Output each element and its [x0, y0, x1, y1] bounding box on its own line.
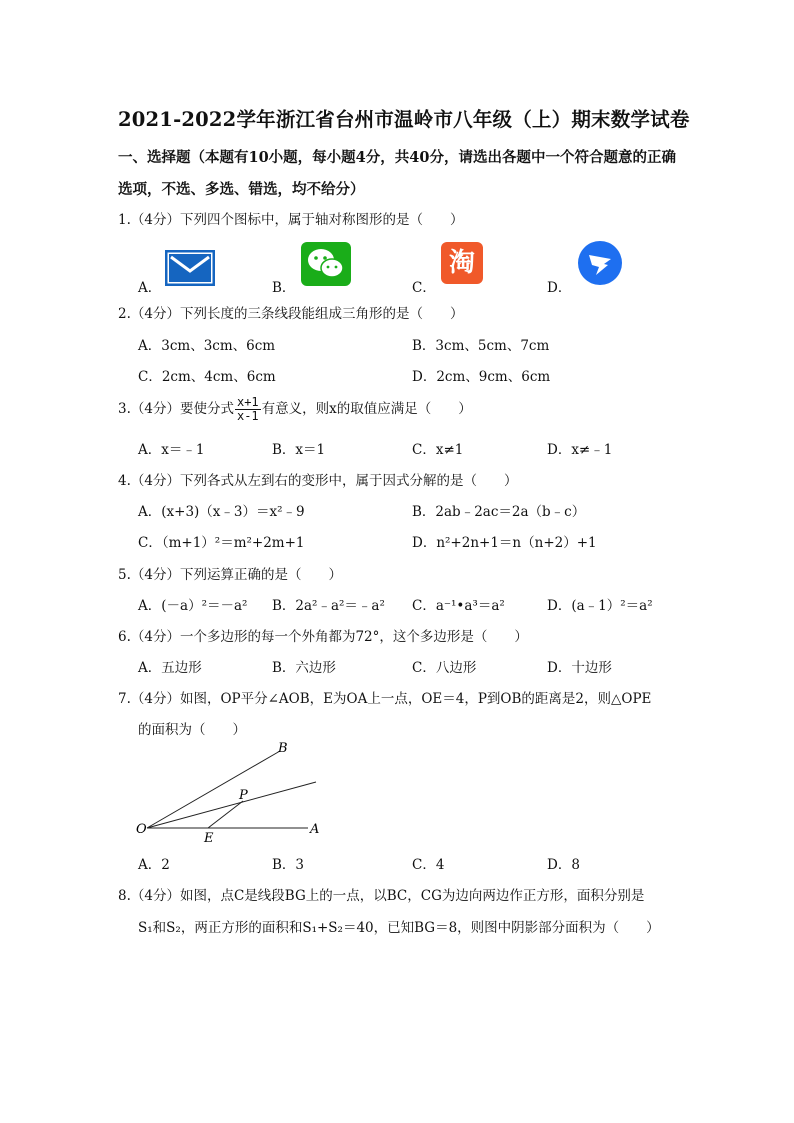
- segment-ep: [208, 801, 243, 828]
- q4-option-d: D．n²+2n+1＝n（n+2）+1: [412, 535, 597, 551]
- label-e: E: [204, 831, 214, 846]
- section-heading-line1: 一、选择题（本题有10小题，每小题4分，共40分，请选出各题中一个符合题意的正确: [118, 149, 676, 166]
- q3-fraction-numerator: x+1: [236, 395, 259, 409]
- q3-option-a: A．x＝﹣1: [138, 442, 205, 458]
- q3-text-post: 有意义，则x的取值应满足（ ）: [261, 401, 472, 417]
- label-b: B: [278, 741, 288, 756]
- q8-text-line2: S₁和S₂，两正方形的面积和S₁+S₂＝40，已知BG＝8，则图中阴影部分面积为（ ）: [138, 920, 660, 936]
- q1-option-a-label: A．: [138, 280, 162, 296]
- q6-option-d: D．十边形: [547, 660, 612, 676]
- q1-option-d-label: D．: [547, 280, 572, 296]
- dingtalk-icon: [577, 240, 623, 286]
- label-a: A: [310, 822, 320, 837]
- q2-option-b: B．3cm、5cm、7cm: [412, 338, 550, 354]
- ray-ob: [147, 751, 280, 828]
- q2-text: 2.（4分）下列长度的三条线段能组成三角形的是（ ）: [118, 306, 464, 322]
- q7-text-line2: 的面积为（ ）: [138, 722, 246, 738]
- q3-text: [118, 396, 472, 423]
- q6-text: 6.（4分）一个多边形的每一个外角都为72°，这个多边形是（ ）: [118, 629, 528, 645]
- q5-option-b: B．2a²﹣a²＝﹣a²: [272, 598, 385, 614]
- q1-option-b-label: B．: [272, 280, 296, 296]
- q3-option-d: D．x≠﹣1: [547, 442, 613, 458]
- mail-icon: [165, 250, 215, 286]
- q4-option-c: C．（m+1）²＝m²+2m+1: [138, 535, 305, 551]
- q4-text: 4.（4分）下列各式从左到右的变形中，属于因式分解的是（ ）: [118, 473, 518, 489]
- q3-fraction-denominator: x-1: [236, 409, 259, 423]
- q7-option-a: A．2: [138, 857, 170, 873]
- q6-option-a: A．五边形: [138, 660, 202, 676]
- q3-option-c: C．x≠1: [412, 442, 464, 458]
- q3-fraction: [235, 396, 261, 423]
- q7-option-c: C．4: [412, 857, 445, 873]
- q5-option-a: A．(－a）²＝－a²: [138, 598, 248, 614]
- q3-text-pre: 3.（4分）要使分式: [118, 401, 234, 417]
- q4-option-a: A．(x+3)（x﹣3）＝x²﹣9: [138, 504, 305, 520]
- wechat-icon: [301, 242, 351, 286]
- q1-text: 1.（4分）下列四个图标中，属于轴对称图形的是（ ）: [118, 212, 464, 228]
- q2-option-d: D．2cm、9cm、6cm: [412, 369, 551, 385]
- q7-option-b: B．3: [272, 857, 305, 873]
- q7-text-line1: 7.（4分）如图，OP平分∠AOB，E为OA上一点，OE＝4，P到OB的距离是2，则△OPE: [118, 691, 652, 707]
- taobao-icon: 淘: [441, 242, 483, 284]
- q5-text: 5.（4分）下列运算正确的是（ ）: [118, 567, 342, 583]
- q8-text-line1: 8.（4分）如图，点C是线段BG上的一点，以BC，CG为边向两边作正方形，面积分别是: [118, 888, 645, 904]
- q4-option-b: B．2ab﹣2ac＝2a（b﹣c）: [412, 504, 586, 520]
- q3-option-b: B．x＝1: [272, 442, 326, 458]
- ray-op: [147, 782, 316, 828]
- q7-angle-figure: [130, 738, 330, 848]
- q6-option-b: B．六边形: [272, 660, 336, 676]
- label-p: P: [239, 788, 248, 803]
- label-o: O: [136, 822, 147, 837]
- q6-option-c: C．八边形: [412, 660, 477, 676]
- q2-option-c: C．2cm、4cm、6cm: [138, 369, 276, 385]
- q2-option-a: A．3cm、3cm、6cm: [138, 338, 276, 354]
- q5-option-d: D．(a﹣1）²＝a²: [547, 598, 653, 614]
- q7-option-d: D．8: [547, 857, 580, 873]
- q5-option-c: C．a⁻¹•a³＝a²: [412, 598, 505, 614]
- q1-option-c-label: C．: [412, 280, 436, 296]
- section-heading-line2: 选项，不选、多选、错选，均不给分）: [118, 181, 365, 198]
- page-title: 2021-2022学年浙江省台州市温岭市八年级（上）期末数学试卷: [118, 108, 690, 131]
